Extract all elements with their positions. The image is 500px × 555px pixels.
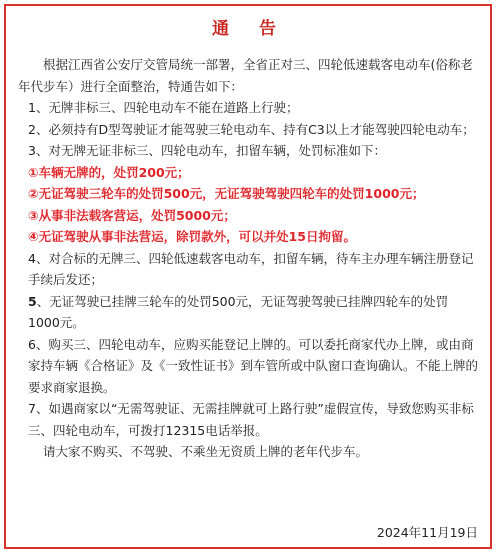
item-3: 3、对无牌无证非标三、四轮电动车，扣留车辆，处罚标准如下： (28, 143, 386, 158)
penalty-1: ①车辆无牌的，处罚200元； (28, 164, 190, 180)
item-7: 7、如遇商家以“无需驾驶证、无需挂牌就可上路行驶”虚假宣传，导致您购买非标三、四轮电动车，可拨打12315电话举报。 (28, 401, 474, 438)
intro-paragraph: 根据江西省公安厅交管局统一部署，全省正对三、四轮低速载客电动车(俗称老年代步车）进行全面整治，特通告如下： (18, 57, 473, 94)
item-2: 2、必须持有D型驾驶证才能驾驶三轮电动车、持有C3以上才能驾驶四轮电动车； (28, 121, 475, 137)
item-5 (18, 291, 478, 334)
penalty-3: ③从事非法载客营运，处罚5000元； (28, 207, 236, 223)
penalty-2: ②无证驾驶三轮车的处罚500元，无证驾驶驾驶四轮车的处罚1000元； (28, 186, 425, 201)
item-5-text: 、无证驾驶已挂牌三轮车的处罚500元，无证驾驶驾驶已挂牌四轮车的处罚1000元。 (28, 293, 449, 330)
notice-title: 通 告 (212, 19, 288, 39)
item-1: 1、无牌非标三、四轮电动车不能在道路上行驶； (28, 100, 299, 115)
closing-paragraph: 请大家不购买、不驾驶、不乘坐无资质上牌的老年代步车。 (43, 444, 369, 459)
penalty-4: ④无证驾驶从事非法营运，除罚款外，可以并处15日拘留。 (28, 229, 356, 244)
notice-date: 2024年11月19日 (376, 525, 478, 540)
notice-body (18, 54, 478, 463)
item-5-number: 5 (28, 293, 37, 309)
item-6: 6、购买三、四轮电动车，应购买能登记上牌的。可以委托商家代办上牌，或由商家持车辆《合格证》及《一致性证书》到车管所或中队窗口查询确认。不能上牌的要求商家退换。 (28, 336, 479, 395)
item-4: 4、对合标的无牌三、四轮低速载客电动车，扣留车辆，待车主办理车辆注册登记手续后发还； (28, 250, 474, 287)
